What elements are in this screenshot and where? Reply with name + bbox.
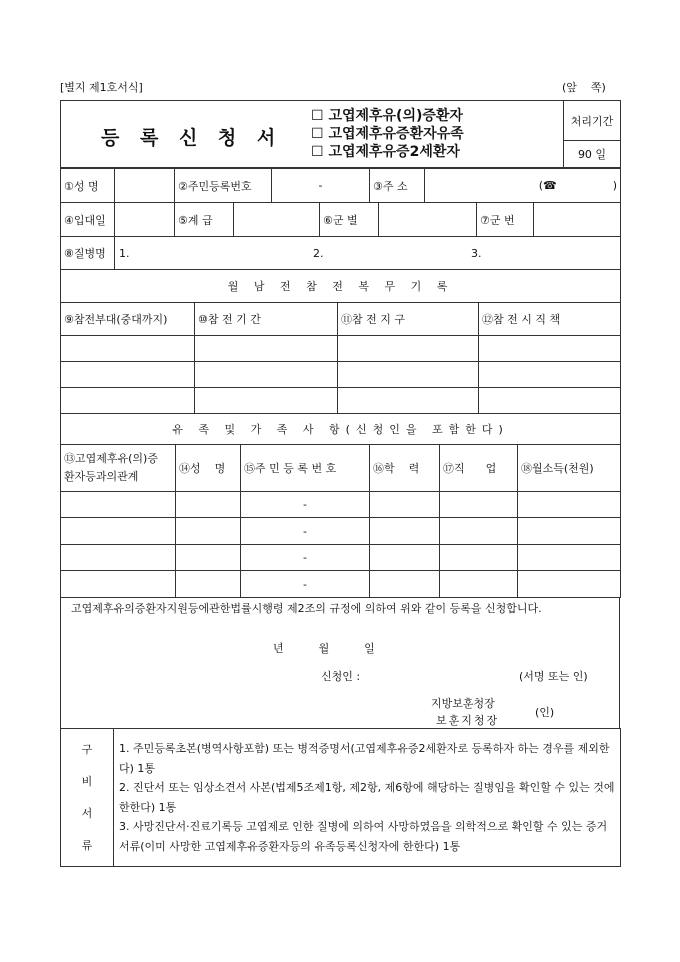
rrn-field[interactable]: - bbox=[272, 169, 370, 203]
name-field[interactable] bbox=[115, 169, 175, 203]
table-row bbox=[61, 388, 621, 414]
documents-label: 구 비 서 류 bbox=[61, 729, 114, 867]
rank-label: ⑤계 급 bbox=[175, 203, 234, 237]
document-item: 2. 진단서 또는 임상소견서 사본(법제5조제1항, 제2항, 제6항에 해당하는 질병임을 확인할 수 있는 것에 한한다) 1통 bbox=[119, 781, 615, 814]
table-row: - bbox=[61, 571, 621, 598]
office-regional: 지방보훈청장 bbox=[431, 697, 495, 710]
war-header-area: ⑪참 전 지 구 bbox=[338, 303, 479, 336]
name-label: ①성 명 bbox=[61, 169, 115, 203]
family-header-rrn: ⑮주 민 등 록 번 호 bbox=[241, 445, 370, 492]
family-header-name: ⑭성 명 bbox=[176, 445, 241, 492]
documents-table bbox=[60, 728, 621, 867]
title-cell bbox=[61, 101, 564, 168]
family-header-income: ⑱월소득(천원) bbox=[518, 445, 621, 492]
family-header-education: ⑯학 력 bbox=[370, 445, 440, 492]
disease-label: ⑧질병명 bbox=[61, 237, 115, 270]
form-number: [별지 제1호서식] bbox=[60, 81, 143, 94]
signature-note: (서명 또는 인) bbox=[519, 670, 588, 683]
service-number-label: ⑦군 번 bbox=[477, 203, 534, 237]
checkbox-icon[interactable]: ☐ bbox=[311, 108, 324, 124]
checkbox-icon[interactable]: ☐ bbox=[311, 144, 324, 160]
enlist-date-field[interactable] bbox=[115, 203, 175, 237]
disease-field[interactable]: 1. 2. 3. bbox=[115, 237, 621, 270]
family-header-job: ⑰직 업 bbox=[440, 445, 518, 492]
declaration-text: 고엽제후유의증환자지원등에관한법률시행령 제2조의 규정에 의하여 위와 같이 등록을 신청합니다. bbox=[71, 602, 542, 615]
table-row bbox=[61, 336, 621, 362]
processing-period-label: 처리기간 bbox=[564, 101, 621, 141]
address-field[interactable]: (☎ ) bbox=[425, 169, 621, 203]
date-line: 년 월 일 bbox=[273, 642, 375, 655]
war-header-duty: ⑫참 전 시 직 책 bbox=[479, 303, 621, 336]
document-item: 1. 주민등록초본(병역사항포함) 또는 병적증명서(고엽제후유증2세환자로 등록하자 하는 경우를 제외한다) 1통 bbox=[119, 742, 610, 775]
war-record-title: 월 남 전 참 전 복 무 기 록 bbox=[61, 270, 621, 303]
page-side: (앞 쪽) bbox=[562, 81, 606, 94]
table-row bbox=[61, 362, 621, 388]
enlist-date-label: ④입대일 bbox=[61, 203, 115, 237]
table-row: - bbox=[61, 518, 621, 545]
office-branch: 보훈지청장 bbox=[436, 714, 500, 727]
service-number-field[interactable] bbox=[534, 203, 621, 237]
seal-mark: (인) bbox=[535, 706, 555, 719]
rrn-label: ②주민등록번호 bbox=[175, 169, 272, 203]
branch-label: ⑥군 별 bbox=[320, 203, 379, 237]
form-title: 등 록 신 청 서 bbox=[101, 127, 283, 149]
processing-period-value: 90 일 bbox=[564, 141, 621, 168]
address-label: ③주 소 bbox=[370, 169, 425, 203]
document-item: 3. 사망진단서·진료기록등 고엽제로 인한 질병에 의하여 사망하였음을 의학적으로 확인할 수 있는 증거서류(이미 사망한 고엽제후유증환자등의 유족등록신청자에 한한다) 1통 bbox=[119, 820, 608, 853]
checkbox-icon[interactable]: ☐ bbox=[311, 126, 324, 142]
war-header-unit: ⑨참전부대(중대까지) bbox=[61, 303, 195, 336]
war-record-table bbox=[60, 269, 621, 414]
family-table bbox=[60, 413, 621, 598]
option-bereaved[interactable]: ☐ 고엽제후유증환자유족 bbox=[311, 126, 464, 142]
documents-list bbox=[114, 729, 621, 867]
branch-field[interactable] bbox=[379, 203, 477, 237]
table-row: - bbox=[61, 492, 621, 518]
table-row: - bbox=[61, 545, 621, 571]
family-title: 유 족 및 가 족 사 항(신청인을 포함한다) bbox=[61, 414, 621, 445]
option-veteran[interactable]: ☐ 고엽제후유(의)증환자 bbox=[311, 108, 463, 124]
title-block bbox=[60, 100, 621, 168]
declaration-block bbox=[61, 598, 620, 729]
option-second-gen[interactable]: ☐ 고엽제후유증2세환자 bbox=[311, 144, 460, 160]
war-header-period: ⑩참 전 기 간 bbox=[195, 303, 338, 336]
family-header-relation: ⑬고엽제후유(의)증 환자등과의관계 bbox=[61, 445, 176, 492]
rank-field[interactable] bbox=[234, 203, 320, 237]
applicant-label: 신청인 : bbox=[321, 670, 361, 683]
